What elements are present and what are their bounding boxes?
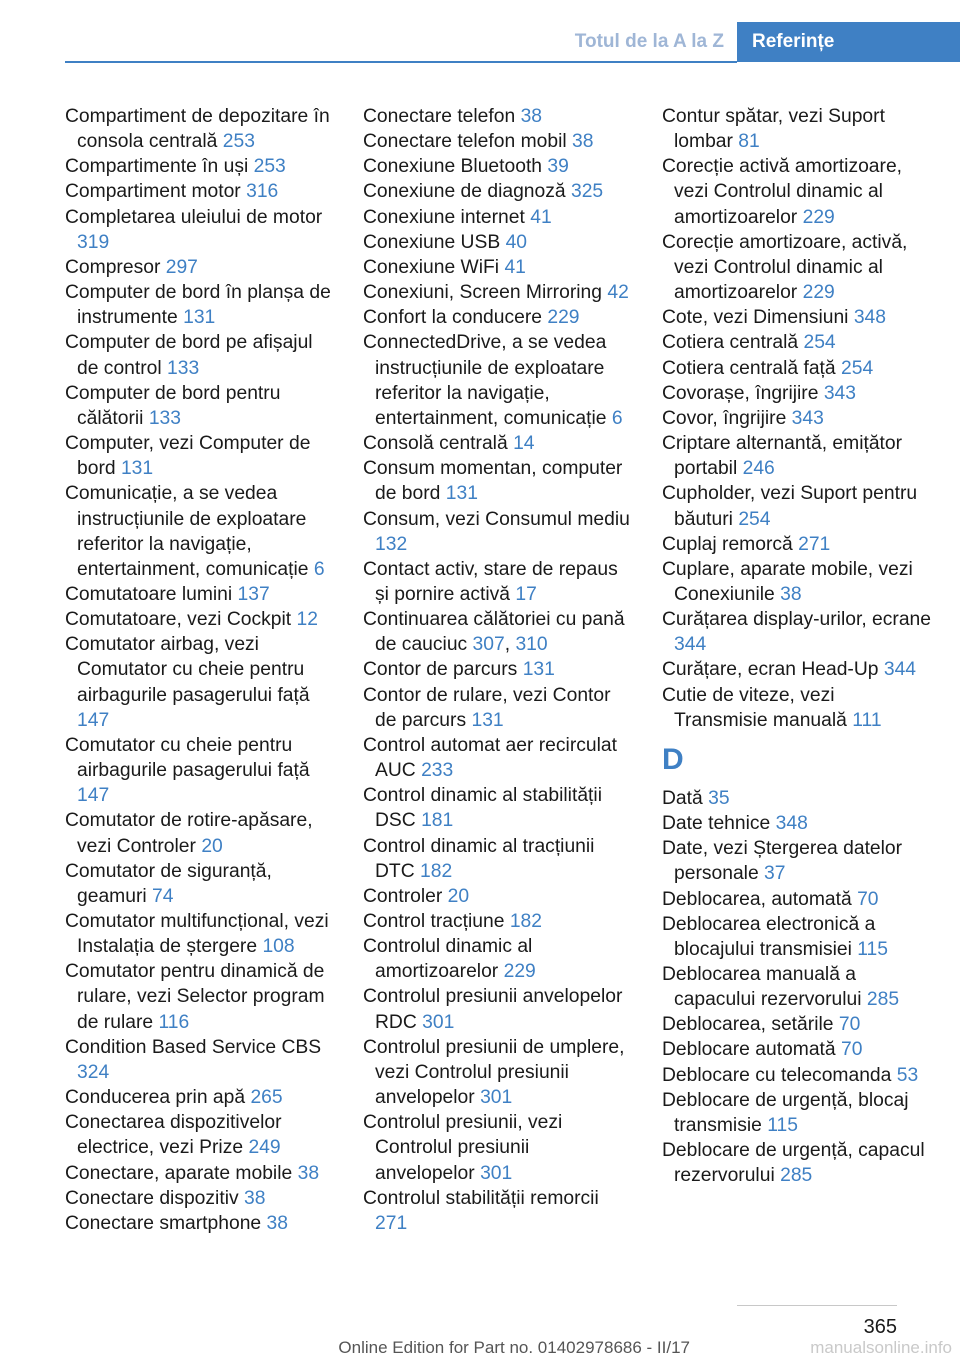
index-entry	[662, 557, 932, 607]
index-entry	[662, 683, 932, 733]
index-entry-text: Controlul dinamic al amortizoarelor	[363, 936, 533, 983]
index-entry	[65, 1211, 335, 1236]
index-entry	[363, 330, 633, 431]
index-entry-text: Date, vezi Ștergerea datelor personale	[662, 838, 903, 885]
index-entry	[363, 557, 633, 607]
index-entry-text: Covorașe, îngrijire	[662, 382, 819, 404]
page-reference-link[interactable]: 115	[857, 938, 888, 960]
page-reference-link[interactable]: 38	[297, 1162, 320, 1184]
page-reference-link[interactable]: 265	[250, 1087, 283, 1109]
page-reference-link[interactable]: 254	[738, 508, 771, 530]
index-column-2	[363, 104, 633, 1236]
index-entry-text: Continuarea călătoriei cu pană de cauciuc	[363, 609, 625, 656]
index-entry	[363, 657, 633, 682]
index-entry-text: Cuplaj remorcă	[662, 533, 793, 555]
index-entry	[65, 1110, 335, 1160]
index-entry-text: Conexiune Bluetooth	[363, 156, 543, 178]
index-entry-text: Cote, vezi Dimensiuni	[662, 307, 849, 329]
index-column-1	[65, 104, 335, 1236]
page-reference-link[interactable]: 348	[853, 307, 886, 329]
index-entry	[65, 154, 335, 179]
index-entry-text: Comutator pentru dinamică de rulare, vezi Selector program de rulare	[65, 961, 325, 1033]
index-entry	[363, 230, 633, 255]
index-entry-text: Contor de rulare, vezi Contor de parcurs	[363, 684, 611, 731]
page-reference-link[interactable]: 233	[421, 760, 454, 782]
page-reference-link[interactable]: 182	[420, 860, 453, 882]
index-entry	[363, 683, 633, 733]
index-entry-text: Comutatoare lumini	[65, 583, 233, 605]
index-entry-text: Deblocare de urgență, capacul rezervorului	[662, 1140, 925, 1187]
index-entry	[662, 381, 932, 406]
page-reference-link[interactable]: 6	[313, 558, 325, 580]
index-entry-text: Deblocare cu telecomanda	[662, 1064, 892, 1086]
page-reference-link[interactable]: 38	[520, 106, 543, 127]
index-entry	[662, 330, 932, 355]
index-entry	[662, 912, 932, 962]
index-entry	[65, 205, 335, 255]
index-entry-text: Conexiune internet	[363, 206, 525, 228]
page-reference-link[interactable]: 17	[515, 583, 537, 605]
page-reference-link[interactable]: 246	[742, 458, 775, 480]
page-reference-link[interactable]: 301	[480, 1162, 513, 1184]
page-reference-link[interactable]: 324	[77, 1061, 110, 1083]
index-entry-text: Cutie de viteze, vezi Transmisie manuală	[662, 684, 847, 731]
index-entry	[65, 632, 335, 733]
index-entry	[662, 1138, 932, 1188]
index-entry-text: Control dinamic al tracțiunii DTC	[363, 835, 595, 882]
index-entry-text: Comunicație, a se vedea instrucțiunile de exploatare referitor la navigație, entertainment, comunicație	[65, 483, 309, 580]
index-entry	[662, 431, 932, 481]
index-entry	[363, 884, 633, 909]
index-entry	[363, 1186, 633, 1236]
page-reference-link[interactable]: 111	[852, 709, 882, 731]
index-entry-text: Deblocarea, setările	[662, 1014, 834, 1036]
page-reference-link[interactable]: 271	[798, 533, 831, 555]
page-reference-link[interactable]: 133	[148, 407, 181, 429]
index-entry-text: Controlul presiunii anvelopelor RDC	[363, 986, 623, 1033]
index-entry	[65, 859, 335, 909]
index-entry-text: Conexiune de diagnoză	[363, 181, 566, 203]
page-reference-link[interactable]: 38	[780, 583, 802, 605]
page-number: 365	[863, 1316, 897, 1338]
index-entry-text: Conexiuni, Screen Mirroring	[363, 282, 602, 304]
index-entry	[662, 657, 932, 682]
page-reference-link[interactable]: 316	[246, 181, 279, 203]
index-entry-text: Conectare, aparate mobile	[65, 1162, 293, 1184]
index-entry	[662, 962, 932, 1012]
index-entry	[363, 507, 633, 557]
page-reference-link[interactable]: 132	[375, 533, 408, 555]
page-header	[0, 0, 960, 62]
page-reference-link[interactable]: 116	[158, 1011, 190, 1033]
index-entry-text: ConnectedDrive, a se vedea instrucțiunile de exploatare referitor la navigație, entertainment, comunicație	[363, 332, 607, 429]
index-entry	[65, 481, 335, 582]
page-reference-link[interactable]: 108	[262, 936, 295, 958]
index-entry	[363, 104, 633, 129]
footer-rule	[737, 1305, 897, 1306]
index-entry-text: Deblocarea, automată	[662, 888, 852, 910]
index-entry	[363, 154, 633, 179]
page-reference-link[interactable]: 229	[547, 307, 580, 329]
index-entry	[662, 230, 932, 305]
index-entry	[363, 733, 633, 783]
page-reference-link[interactable]: 181	[421, 810, 454, 832]
index-entry	[65, 959, 335, 1034]
index-entry-text: Comutator multifuncțional, vezi Instalația de ștergere	[65, 911, 329, 958]
index-entry-text: Compartiment de depozitare în consola centrală	[65, 106, 330, 153]
page-reference-link[interactable]: 249	[248, 1137, 281, 1159]
index-entry-text: Comutator de rotire-apăsare, vezi Controler	[65, 810, 313, 857]
page-reference-link[interactable]: 38	[266, 1212, 288, 1234]
index-entry	[363, 255, 633, 280]
index-entry-text: Criptare alternantă, emițător portabil	[662, 433, 903, 480]
index-entry	[363, 205, 633, 230]
page-reference-link[interactable]: 20	[447, 885, 470, 907]
index-entry-text: Control tracțiune	[363, 911, 505, 932]
page-reference-link[interactable]: 229	[802, 206, 835, 228]
index-entry	[662, 1063, 932, 1088]
chapter-tab[interactable]	[737, 22, 960, 62]
index-entry	[662, 104, 932, 154]
index-entry-text: Corecție activă amortizoare, vezi Controlul dinamic al amortizoarelor	[662, 156, 903, 228]
index-entry	[662, 305, 932, 330]
index-entry	[65, 330, 335, 380]
index-entry	[363, 129, 633, 154]
page-reference-link[interactable]: 14	[513, 433, 535, 455]
index-entry-text: Date tehnice	[662, 813, 771, 835]
index-entry-text: Controlul presiunii, vezi Controlul presiunii anvelopelor	[363, 1112, 563, 1184]
page-reference-link[interactable]: 137	[237, 583, 270, 605]
index-entry	[363, 1110, 633, 1185]
index-entry-text: Conectare smartphone	[65, 1212, 262, 1234]
page-reference-link[interactable]: 271	[375, 1212, 408, 1234]
index-entry-text: Computer de bord pe afișajul de control	[65, 332, 313, 379]
page-reference-link[interactable]: 343	[791, 407, 824, 429]
index-entry-text: Computer de bord pentru călătorii	[65, 382, 281, 429]
chapter-tab-label: Referințe	[752, 31, 835, 52]
index-entry-text: Computer de bord în planșa de instrumente	[65, 282, 331, 329]
page-reference-link[interactable]: 37	[764, 863, 786, 885]
index-entry-text: Deblocarea manuală a capacului rezervorului	[662, 964, 862, 1011]
index-entry	[65, 733, 335, 808]
page-reference-link[interactable]: 254	[803, 332, 836, 354]
page-reference-link[interactable]: 344	[883, 659, 917, 681]
index-entry	[65, 607, 335, 632]
index-entry-text: Contact activ, stare de repaus și pornire activă	[363, 558, 618, 605]
index-entry-text: Comutator de siguranță, geamuri	[65, 860, 272, 907]
page-reference-link[interactable]: 70	[838, 1014, 861, 1036]
index-entry	[363, 305, 633, 330]
page-reference-link[interactable]: 131	[445, 483, 478, 505]
index-entry	[363, 179, 633, 204]
index-entry-text: Comutator airbag, vezi Comutator cu cheie pentru airbagurile pasagerului față	[65, 634, 310, 706]
index-entry-text: Deblocarea electronică a blocajului transmisiei	[662, 913, 876, 960]
page-reference-link[interactable]: 307	[472, 634, 505, 656]
index-entry-text: Cupholder, vezi Suport pentru băuturi	[662, 483, 918, 530]
index-entry	[662, 1088, 932, 1138]
index-entry	[662, 836, 932, 886]
page-reference-link[interactable]: 253	[222, 131, 255, 153]
page-reference-link[interactable]: 70	[841, 1039, 863, 1061]
index-entry	[662, 154, 932, 229]
index-entry	[363, 934, 633, 984]
index-entry	[65, 1035, 335, 1085]
page-reference-link[interactable]: 285	[780, 1165, 813, 1187]
index-entry-text: Dată	[662, 787, 703, 809]
section-title[interactable]: Totul de la A la Z	[574, 31, 724, 52]
index-entry	[65, 1085, 335, 1110]
edition-note: Online Edition for Part no. 01402978686 - II/17	[338, 1338, 690, 1357]
page-reference-link[interactable]: 253	[253, 156, 286, 178]
page-reference-link[interactable]: 74	[152, 885, 174, 907]
index-entry-text: Cotiera centrală față	[662, 357, 836, 379]
page-reference-link[interactable]: 319	[77, 231, 110, 253]
page-reference-link[interactable]: 131	[183, 307, 216, 329]
index-entry	[363, 984, 633, 1034]
index-entry-text: Completarea uleiului de motor	[65, 206, 323, 228]
page-reference-link[interactable]: 41	[530, 206, 552, 228]
index-entry-text: Conectare dispozitiv	[65, 1187, 239, 1209]
index-entry	[363, 1035, 633, 1110]
header-rule	[65, 61, 737, 63]
page-reference-link[interactable]: 301	[480, 1087, 513, 1109]
page-reference-link[interactable]: 301	[422, 1011, 455, 1033]
index-entry	[65, 909, 335, 959]
page-reference-link[interactable]: 147	[77, 785, 110, 807]
index-entry-text: Deblocare de urgență, blocaj transmisie	[662, 1089, 909, 1136]
index-entry-text: Consolă centrală	[363, 433, 508, 455]
index-entry-text: Conexiune USB	[363, 231, 501, 253]
page-reference-link[interactable]: 147	[77, 709, 110, 731]
index-entry	[662, 481, 932, 531]
index-entry	[662, 887, 932, 912]
index-entry-text: Curățarea display-urilor, ecrane	[662, 609, 931, 631]
index-entry-text: Cotiera centrală	[662, 332, 799, 354]
index-entry	[662, 1037, 932, 1062]
page-reference-link[interactable]: 115	[767, 1114, 798, 1136]
index-entry	[363, 909, 633, 934]
page-reference-link[interactable]: 40	[505, 231, 528, 253]
index-entry	[65, 255, 335, 280]
index-entry	[662, 786, 932, 811]
page-reference-link[interactable]: 348	[775, 813, 808, 835]
page-reference-link[interactable]: 229	[802, 282, 835, 304]
index-entry	[65, 431, 335, 481]
index-entry	[65, 1161, 335, 1186]
index-entry	[662, 811, 932, 836]
index-entry	[363, 431, 633, 456]
page-reference-link[interactable]: 297	[165, 256, 198, 278]
index-entry	[65, 179, 335, 204]
page-reference-link[interactable]: 133	[167, 357, 200, 379]
index-entry-text: Compartiment motor	[65, 181, 241, 203]
index-entry-text: Contur spătar, vezi Suport lombar	[662, 106, 885, 153]
index-entry-text: Confort la conducere	[363, 307, 542, 329]
page-reference-link[interactable]: 81	[738, 131, 760, 153]
page-reference-link[interactable]: 6	[611, 407, 623, 429]
index-entry-text: Comutatoare, vezi Cockpit	[65, 609, 292, 631]
page-reference-link[interactable]: 310	[515, 634, 548, 656]
index-entry-text: Contor de parcurs	[363, 659, 518, 681]
index-entry	[65, 381, 335, 431]
index-entry	[662, 1012, 932, 1037]
index-entry	[662, 406, 932, 431]
index-entry-text: Consum, vezi Consumul mediu	[363, 508, 630, 530]
index-entry	[662, 532, 932, 557]
index-entry: Continuarea călătoriei cu pană de cauciuc 307, 310	[363, 609, 625, 656]
page-reference-link[interactable]: 38	[243, 1187, 266, 1209]
page-reference-link[interactable]: 20	[201, 835, 223, 857]
page-reference-link[interactable]: 131	[120, 458, 154, 480]
index-entry-text: Conexiune WiFi	[363, 256, 500, 278]
index-entry	[363, 280, 633, 305]
index-entry	[363, 783, 633, 833]
page-reference-link[interactable]: 41	[504, 256, 526, 278]
index-entry-text: Deblocare automată	[662, 1039, 836, 1061]
index-entry-text: Curățare, ecran Head-Up	[662, 659, 879, 681]
page-reference-link[interactable]: 12	[296, 609, 318, 631]
page-reference-link[interactable]: 325	[570, 181, 604, 203]
index-entry-text: Consum momentan, computer de bord	[363, 458, 623, 505]
index-entry-text: Condition Based Service CBS	[65, 1036, 322, 1058]
index-entry	[363, 834, 633, 884]
index-entry-text: Control dinamic al stabilității DSC	[363, 785, 602, 832]
index-entry-text: Conectarea dispozitivelor electrice, vezi Prize	[65, 1112, 282, 1159]
index-entry-text: Computer, vezi Computer de bord	[65, 433, 311, 480]
page-reference-link[interactable]: 35	[708, 787, 730, 809]
index-entry-text: Conducerea prin apă	[65, 1087, 246, 1109]
index-entry-text: Comutator cu cheie pentru airbagurile pasagerului față	[65, 734, 310, 782]
index-entry-text: Control automat aer recirculat AUC	[363, 734, 617, 782]
page-reference-link[interactable]: 343	[823, 382, 856, 404]
index-entry-text: Conectare telefon	[363, 106, 516, 127]
index-entry	[65, 104, 335, 154]
page-reference-link[interactable]: 344	[674, 634, 707, 656]
page-reference-link[interactable]: 182	[509, 911, 542, 932]
index-entry-text: Compresor	[65, 256, 161, 278]
page-reference-link[interactable]: 131	[471, 709, 504, 731]
index-entry-text: Controlul presiunii de umplere, vezi Controlul presiunii anvelopelor	[363, 1036, 625, 1109]
page-reference-link[interactable]: 254	[841, 357, 874, 379]
index-entry	[363, 456, 633, 506]
index-entry-text: Covor, îngrijire	[662, 407, 787, 429]
index-entry	[65, 280, 335, 330]
page-reference-link[interactable]: 70	[857, 888, 879, 910]
index-entry-text: Conectare telefon mobil	[363, 131, 567, 153]
index-entry-text: Controler	[363, 885, 443, 907]
index-entry	[662, 356, 932, 381]
page-reference-link[interactable]: 39	[547, 156, 569, 178]
index-entry-text: Compartimente în uși	[65, 156, 249, 178]
page-reference-link[interactable]: 229	[503, 961, 536, 983]
page-reference-link[interactable]: 285	[866, 989, 900, 1011]
index-entry	[65, 582, 335, 607]
index-letter-heading: D	[662, 742, 684, 776]
index-column-3	[662, 104, 932, 1188]
index-entry	[662, 607, 932, 657]
page-reference-link[interactable]: 38	[572, 131, 594, 153]
index-entry-text: Cuplare, aparate mobile, vezi Conexiunile	[662, 558, 913, 605]
page-reference-link[interactable]: 42	[607, 282, 629, 304]
watermark: manualsonline.info	[810, 1338, 952, 1357]
page-reference-link[interactable]: 53	[896, 1064, 919, 1086]
index-entry	[65, 808, 335, 858]
index-entry	[65, 1186, 335, 1211]
page-reference-link[interactable]: 131	[522, 659, 555, 681]
index-entry-text: Controlul stabilității remorcii	[363, 1187, 599, 1209]
index-entry-text: Corecție amortizoare, activă, vezi Controlul dinamic al amortizoarelor	[662, 231, 908, 304]
